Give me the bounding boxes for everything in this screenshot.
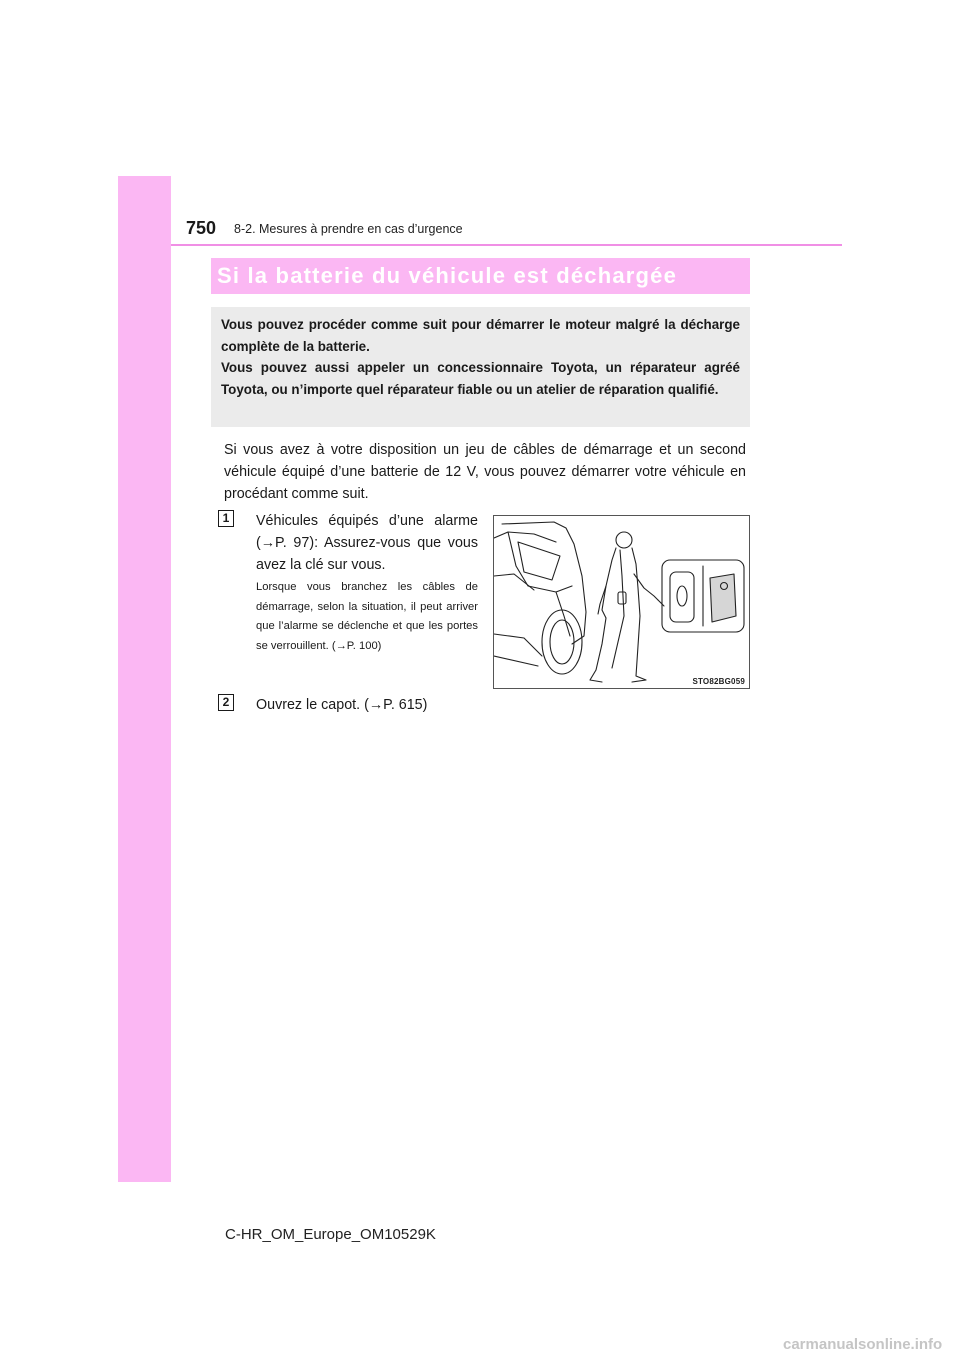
footer-doc-code: C-HR_OM_Europe_OM10529K [225, 1226, 436, 1243]
section-title: 8-2. Mesures à prendre en cas d’urgence [234, 222, 463, 236]
intro-line-2: Vous pouvez aussi appeler un concessionnaire Toyota, un réparateur agréé Toyota, ou n’importe quel réparateur fiable ou un atelier de réparation qualifié. [221, 360, 740, 397]
intro-line-1: Vous pouvez procéder comme suit pour démarrer le moteur malgré la décharge complète de la batterie. [221, 317, 740, 354]
step-2-text: Ouvrez le capot. (→P. 615) [256, 697, 428, 713]
figure-code: STO82BG059 [692, 677, 745, 686]
step-1-badge: 1 [218, 510, 234, 527]
illustration-drawing [494, 516, 749, 688]
intro-box [211, 307, 750, 427]
page-title: Si la batterie du véhicule est déchargée [211, 258, 750, 294]
illustration-person-with-key [493, 515, 750, 689]
step-1-text: Véhicules équipés d’une alarme (→P. 97): Assurez-vous que vous avez la clé sur vous. [256, 513, 478, 573]
step-2-badge: 2 [218, 694, 234, 711]
side-band [118, 176, 171, 1182]
watermark: carmanualsonline.info [783, 1336, 943, 1353]
step-1-note: Lorsque vous branchez les câbles de démarrage, selon la situation, il peut arriver que l’alarme se déclenche et que les portes se verrouillent. (→P. 100) [256, 581, 478, 652]
header-rule [171, 244, 842, 246]
body-paragraph: Si vous avez à votre disposition un jeu de câbles de démarrage et un second véhicule équipé d’une batterie de 12 V, vous pouvez démarrer votre véhicule en procédant comme suit. [224, 442, 746, 502]
page-number: 750 [186, 218, 217, 238]
